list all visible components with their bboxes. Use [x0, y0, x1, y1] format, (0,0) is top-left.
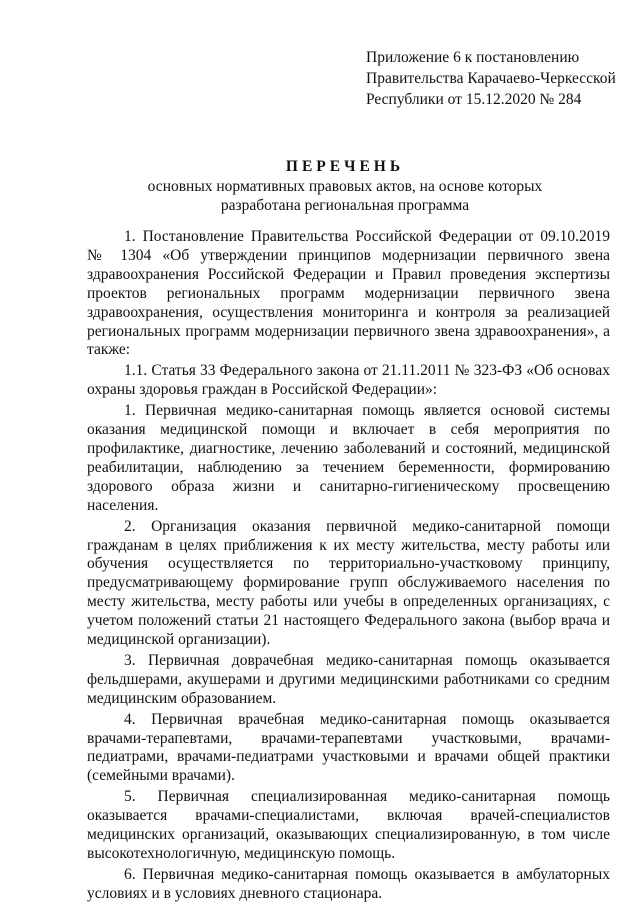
appendix-header	[366, 47, 626, 110]
document-title: ПЕРЕЧЕНЬ	[285, 158, 405, 175]
title-block	[80, 157, 610, 215]
paragraph: 6. Первичная медико-санитарная помощь оказывается в амбулаторных условиях и в условиях дневного стационара.	[87, 865, 610, 902]
paragraph: 2. Организация оказания первичной медико-санитарной помощи гражданам в целях приближения к их месту жительства, месту работы или обучения осуществляется по территориально-участковому принципу, предусматривающему формирование групп обслуживаемого населения по месту жительства, месту работы или учебы в определенных организациях, с учетом положений статьи 21 настоящего Федерального закона (выбор врача и медицинской организации).	[87, 517, 610, 649]
paragraph: 3. Первичная доврачебная медико-санитарная помощь оказывается фельдшерами, акушерами и другими медицинскими работниками со средним медицинским образованием.	[87, 651, 610, 707]
appendix-line: Правительства Карачаево-Черкесской	[366, 70, 616, 87]
document-body	[87, 228, 610, 904]
paragraph: 5. Первичная специализированная медико-санитарная помощь оказывается врачами-специалистами, включая врачей-специалистов медицинских организаций, оказывающих специализированную, в том числе высокотехнологичную, медицинскую помощь.	[87, 788, 610, 862]
paragraph: 4. Первичная врачебная медико-санитарная помощь оказывается врачами-терапевтами, врачами-терапевтами участковыми, врачами-педиатрами, врачами-педиатрами участковыми и врачами общей практики (семейными врачами).	[87, 710, 610, 785]
paragraph: 1. Первичная медико-санитарная помощь является основой системы оказания медицинской помощи и включает в себя мероприятия по профилактике, диагностике, лечению заболеваний и состояний, медицинской реабилитации, наблюдению за течением беременности, формированию здорового образа жизни и санитарно-гигиеническому просвещению населения.	[87, 402, 610, 514]
document-subtitle-line: разработана региональная программа	[220, 197, 470, 214]
paragraph: 1. Постановление Правительства Российской Федерации от 09.10.2019 № 1304 «Об утверждении принципов модернизации первичного звена здравоохранения Российской Федерации и Правил проведения экспертизы проектов региональных программ модернизации первичного звена здравоохранения, осуществления мониторинга и контроля за реализацией региональных программ модернизации первичного звена здравоохранения», а также:	[87, 228, 610, 359]
document-subtitle-line: основных нормативных правовых актов, на основе которых	[147, 178, 543, 195]
appendix-line: Приложение 6 к постановлению	[366, 49, 580, 66]
appendix-line: Республики от 15.12.2020 № 284	[366, 91, 582, 108]
paragraph: 1.1. Статья 33 Федерального закона от 21.11.2011 № 323-ФЗ «Об основах охраны здоровья граждан в Российской Федерации»:	[87, 362, 610, 399]
